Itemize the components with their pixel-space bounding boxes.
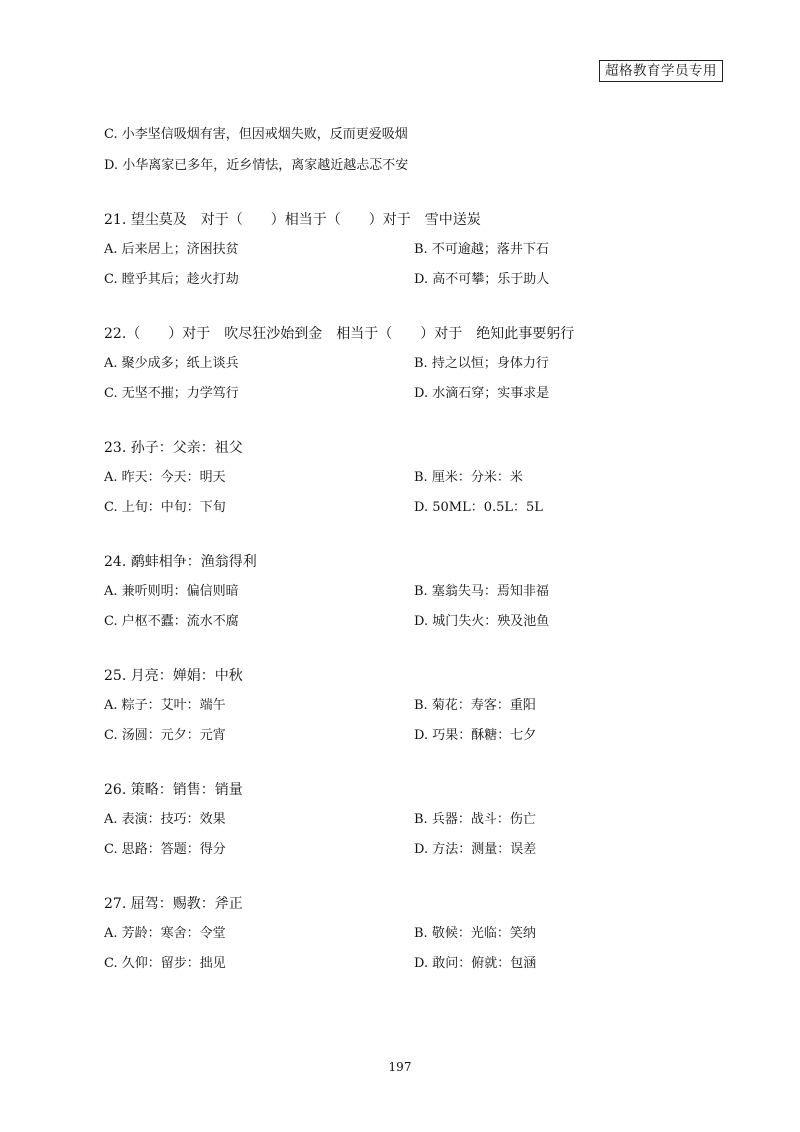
option-d: D. 50ML：0.5L：5L <box>414 500 543 515</box>
option-c: C. 上旬：中旬：下旬 <box>104 500 226 515</box>
option-a: A. 表演：技巧：效果 <box>104 812 226 827</box>
option-b: B. 塞翁失马：焉知非福 <box>414 584 549 599</box>
question-stem: 24. 鹬蚌相争：渔翁得利 <box>104 554 257 570</box>
option-d: D. 高不可攀；乐于助人 <box>414 272 550 287</box>
question-stem: 23. 孙子：父亲：祖父 <box>104 440 243 456</box>
question-23 <box>104 438 724 517</box>
question-26 <box>104 780 724 859</box>
question-25 <box>104 666 724 745</box>
question-24 <box>104 552 724 631</box>
option-b: B. 菊花：寿客：重阳 <box>414 698 536 713</box>
page-content <box>104 126 724 985</box>
option-text: D. 小华离家已多年，近乡情怯，离家越近越忐忑不安 <box>104 158 409 173</box>
question-stem: 21. 望尘莫及 对于（ ）相当于（ ）对于 雪中送炭 <box>104 212 481 228</box>
option-a: A. 聚少成多；纸上谈兵 <box>104 356 239 371</box>
option-b: B. 敬候：光临：笑纳 <box>414 926 536 941</box>
question-stem: 26. 策略：销售：销量 <box>104 782 243 798</box>
option-b: B. 不可逾越；落井下石 <box>414 242 549 257</box>
question-stem: 25. 月亮：婵娟：中秋 <box>104 668 243 684</box>
option-text: C. 小李坚信吸烟有害，但因戒烟失败，反而更爱吸烟 <box>104 127 408 142</box>
option-d: D. 城门失火：殃及池鱼 <box>414 614 550 629</box>
option-a: A. 昨天：今天：明天 <box>104 470 226 485</box>
option-c: C. 思路：答题：得分 <box>104 842 226 857</box>
option-c: C. 汤圆：元夕：元宵 <box>104 728 226 743</box>
option-d: D. 敢问：俯就：包涵 <box>414 956 537 971</box>
option-a: A. 兼听则明：偏信则暗 <box>104 584 239 599</box>
page-number: 197 <box>388 1060 412 1074</box>
option-c: C. 瞠乎其后；趁火打劫 <box>104 272 239 287</box>
option-c: C. 久仰：留步：拙见 <box>104 956 226 971</box>
option-b: B. 兵器：战斗：伤亡 <box>414 812 536 827</box>
option-d: D. 方法：测量：误差 <box>414 842 537 857</box>
question-21 <box>104 210 724 289</box>
option-c: C. 户枢不蠹：流水不腐 <box>104 614 239 629</box>
question-22 <box>104 324 724 403</box>
option-d: D. 巧果：酥糖：七夕 <box>414 728 537 743</box>
question-27 <box>104 894 724 973</box>
option-d: D. 水滴石穿；实事求是 <box>414 386 550 401</box>
option-b: B. 持之以恒；身体力行 <box>414 356 549 371</box>
option-a: A. 粽子：艾叶：端午 <box>104 698 226 713</box>
question-stem: 27. 屈驾：赐教：斧正 <box>104 896 243 912</box>
option-a: A. 芳龄：寒舍：令堂 <box>104 926 226 941</box>
header-stamp: 超格教育学员专用 <box>599 60 723 82</box>
question-stem: 22.（ ）对于 吹尽狂沙始到金 相当于（ ）对于 绝知此事要躬行 <box>104 326 575 342</box>
option-c: C. 无坚不摧；力学笃行 <box>104 386 239 401</box>
option-a: A. 后来居上；济困扶贫 <box>104 242 239 257</box>
option-b: B. 厘米：分米：米 <box>414 470 523 485</box>
